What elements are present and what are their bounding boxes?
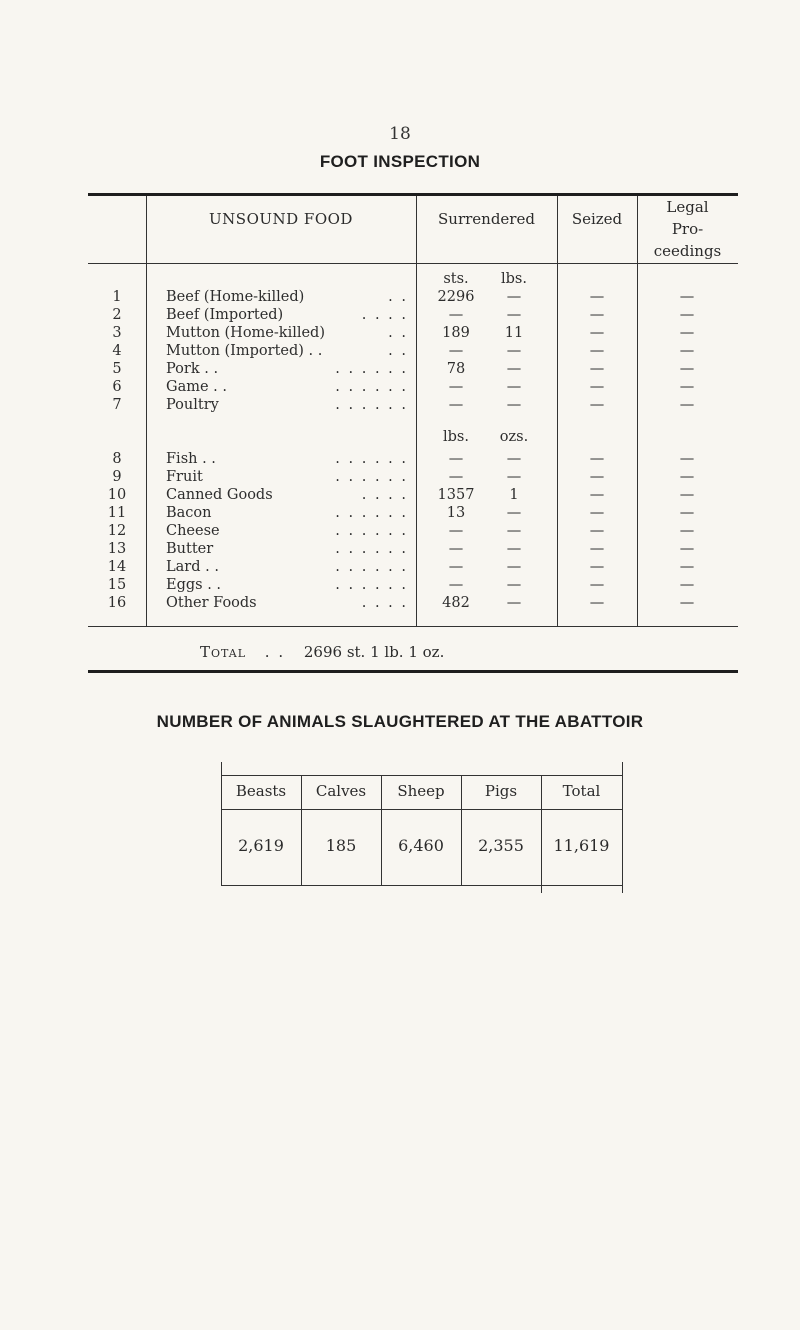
legal-value: — bbox=[679, 307, 695, 323]
header-divider bbox=[88, 263, 738, 264]
food-item: Butter bbox=[166, 541, 214, 557]
legal-value: — bbox=[679, 289, 695, 305]
food-item: Game . . bbox=[166, 379, 227, 395]
surrendered-minor: — bbox=[506, 541, 522, 557]
row-number: 14 bbox=[107, 559, 127, 575]
legal-value: — bbox=[679, 559, 695, 575]
column-divider-surrendered bbox=[416, 196, 417, 626]
total-dots: . . bbox=[264, 643, 286, 661]
column-header-legal-proceedings bbox=[637, 196, 738, 262]
table-bottom-rule bbox=[88, 670, 738, 673]
surrendered-minor: — bbox=[506, 343, 522, 359]
seized-value: — bbox=[589, 289, 605, 305]
seized-value: — bbox=[589, 595, 605, 611]
surrendered-major: 1357 bbox=[437, 487, 475, 503]
food-item: Lard . . bbox=[166, 559, 219, 575]
body-bottom-line bbox=[88, 626, 738, 627]
legal-line-1: Legal bbox=[666, 198, 709, 216]
surrendered-minor: — bbox=[506, 379, 522, 395]
food-item-dots: . . . . . . bbox=[335, 523, 408, 539]
surrendered-major: 189 bbox=[442, 325, 470, 341]
animals-value-beasts: 2,619 bbox=[238, 836, 284, 855]
food-item-dots: . . . . . . bbox=[335, 505, 408, 521]
surrendered-major: 78 bbox=[446, 361, 466, 377]
surrendered-major: 482 bbox=[442, 595, 470, 611]
food-item: Cheese bbox=[166, 523, 220, 539]
surrendered-major: — bbox=[448, 523, 464, 539]
row-number: 10 bbox=[107, 487, 127, 503]
row-number: 12 bbox=[107, 523, 127, 539]
legal-value: — bbox=[679, 325, 695, 341]
food-item-dots: . . bbox=[388, 325, 408, 341]
legal-value: — bbox=[679, 541, 695, 557]
row-number: 11 bbox=[107, 505, 127, 521]
legal-value: — bbox=[679, 451, 695, 467]
legal-value: — bbox=[679, 523, 695, 539]
page-number: 18 bbox=[389, 124, 411, 144]
row-number: 7 bbox=[112, 397, 122, 413]
animals-header-line bbox=[221, 809, 623, 810]
food-item-dots: . . . . . . bbox=[335, 451, 408, 467]
row-number: 13 bbox=[107, 541, 127, 557]
surrendered-major: — bbox=[448, 451, 464, 467]
food-item: Eggs . . bbox=[166, 577, 222, 593]
legal-value: — bbox=[679, 595, 695, 611]
surrendered-minor: 11 bbox=[504, 325, 524, 341]
animals-value-calves: 185 bbox=[325, 836, 357, 855]
animals-heading: NUMBER OF ANIMALS SLAUGHTERED AT THE ABATTOIR bbox=[156, 712, 644, 731]
surrendered-minor: — bbox=[506, 577, 522, 593]
animals-header-sheep: Sheep bbox=[397, 782, 445, 800]
surrendered-major: — bbox=[448, 577, 464, 593]
seized-value: — bbox=[589, 541, 605, 557]
seized-value: — bbox=[589, 559, 605, 575]
food-item: Poultry bbox=[166, 397, 219, 413]
legal-value: — bbox=[679, 505, 695, 521]
surrendered-minor: — bbox=[506, 469, 522, 485]
seized-value: — bbox=[589, 487, 605, 503]
seized-value: — bbox=[589, 361, 605, 377]
legal-line-2: Pro- bbox=[671, 220, 704, 238]
column-divider-seized bbox=[557, 196, 558, 626]
legal-value: — bbox=[679, 343, 695, 359]
row-number: 8 bbox=[112, 451, 122, 467]
seized-value: — bbox=[589, 325, 605, 341]
food-item-dots: . . . . bbox=[361, 307, 408, 323]
seized-value: — bbox=[589, 379, 605, 395]
food-item: Mutton (Home-killed) bbox=[166, 325, 325, 341]
food-item-dots: . . . . . . bbox=[335, 541, 408, 557]
unit-header-lbs: lbs. bbox=[501, 271, 527, 287]
surrendered-major: — bbox=[448, 469, 464, 485]
animals-header-calves: Calves bbox=[315, 782, 367, 800]
column-divider-food bbox=[146, 196, 147, 626]
legal-line-3: ceedings bbox=[653, 242, 722, 260]
legal-value: — bbox=[679, 379, 695, 395]
surrendered-minor: — bbox=[506, 559, 522, 575]
food-item: Beef (Home-killed) bbox=[166, 289, 305, 305]
legal-value: — bbox=[679, 487, 695, 503]
food-item-dots: . . . . . . bbox=[335, 469, 408, 485]
animals-top-line bbox=[221, 775, 623, 776]
animals-header-total: Total bbox=[562, 782, 601, 800]
surrendered-minor: — bbox=[506, 523, 522, 539]
food-item: Fish . . bbox=[166, 451, 216, 467]
surrendered-minor: — bbox=[506, 361, 522, 377]
food-item: Fruit bbox=[166, 469, 203, 485]
food-item-dots: . . . . . . bbox=[335, 361, 408, 377]
seized-value: — bbox=[589, 523, 605, 539]
surrendered-major: — bbox=[448, 307, 464, 323]
surrendered-minor: — bbox=[506, 505, 522, 521]
surrendered-minor: — bbox=[506, 307, 522, 323]
animals-value-pigs: 2,355 bbox=[478, 836, 524, 855]
row-number: 3 bbox=[112, 325, 122, 341]
food-item-dots: . . . . . . bbox=[335, 559, 408, 575]
row-number: 15 bbox=[107, 577, 127, 593]
seized-value: — bbox=[589, 505, 605, 521]
foot-inspection-heading: FOOT INSPECTION bbox=[319, 152, 481, 171]
column-header-surrendered: Surrendered bbox=[438, 210, 535, 228]
row-number: 2 bbox=[112, 307, 122, 323]
seized-value: — bbox=[589, 469, 605, 485]
food-item-dots: . . . . bbox=[361, 487, 408, 503]
surrendered-minor: — bbox=[506, 397, 522, 413]
legal-value: — bbox=[679, 577, 695, 593]
row-number: 16 bbox=[107, 595, 127, 611]
seized-value: — bbox=[589, 307, 605, 323]
seized-value: — bbox=[589, 451, 605, 467]
surrendered-major: 2296 bbox=[437, 289, 475, 305]
animals-value-sheep: 6,460 bbox=[398, 836, 444, 855]
animals-header-beasts: Beasts bbox=[235, 782, 287, 800]
surrendered-major: — bbox=[448, 541, 464, 557]
legal-value: — bbox=[679, 469, 695, 485]
total-label: Total bbox=[200, 643, 247, 661]
surrendered-major: — bbox=[448, 379, 464, 395]
surrendered-minor: — bbox=[506, 289, 522, 305]
row-number: 6 bbox=[112, 379, 122, 395]
row-number: 4 bbox=[112, 343, 122, 359]
animals-divider-right bbox=[622, 762, 623, 893]
food-item: Canned Goods bbox=[166, 487, 273, 503]
seized-value: — bbox=[589, 343, 605, 359]
surrendered-major: — bbox=[448, 343, 464, 359]
legal-value: — bbox=[679, 397, 695, 413]
food-item-dots: . . . . bbox=[361, 595, 408, 611]
food-item: Pork . . bbox=[166, 361, 219, 377]
food-item-dots: . . . . . . bbox=[335, 577, 408, 593]
seized-value: — bbox=[589, 577, 605, 593]
row-number: 9 bbox=[112, 469, 122, 485]
food-item: Beef (Imported) bbox=[166, 307, 284, 323]
unit-header-lbs: lbs. bbox=[443, 429, 469, 445]
surrendered-minor: 1 bbox=[509, 487, 519, 503]
total-value: 2696 st. 1 lb. 1 oz. bbox=[303, 643, 445, 661]
food-item: Mutton (Imported) . . bbox=[166, 343, 323, 359]
food-item: Bacon bbox=[166, 505, 212, 521]
unit-header-sts: sts. bbox=[443, 271, 469, 287]
unit-header-ozs: ozs. bbox=[499, 429, 529, 445]
food-item: Other Foods bbox=[166, 595, 257, 611]
surrendered-minor: — bbox=[506, 595, 522, 611]
column-header-seized: Seized bbox=[571, 210, 623, 228]
food-item-dots: . . . . . . bbox=[335, 379, 408, 395]
animals-divider-left bbox=[221, 762, 222, 886]
row-number: 1 bbox=[112, 289, 122, 305]
legal-value: — bbox=[679, 361, 695, 377]
food-item-dots: . . . . . . bbox=[335, 397, 408, 413]
seized-value: — bbox=[589, 397, 605, 413]
surrendered-minor: — bbox=[506, 451, 522, 467]
surrendered-major: 13 bbox=[446, 505, 466, 521]
surrendered-major: — bbox=[448, 559, 464, 575]
surrendered-major: — bbox=[448, 397, 464, 413]
animals-value-total: 11,619 bbox=[553, 836, 610, 855]
food-item-dots: . . bbox=[388, 343, 408, 359]
food-item-dots: . . bbox=[388, 289, 408, 305]
total-line bbox=[200, 643, 444, 661]
row-number: 5 bbox=[112, 361, 122, 377]
animals-header-pigs: Pigs bbox=[484, 782, 518, 800]
animals-bottom-line bbox=[221, 885, 623, 886]
column-header-unsound-food: UNSOUND FOOD bbox=[209, 210, 353, 228]
